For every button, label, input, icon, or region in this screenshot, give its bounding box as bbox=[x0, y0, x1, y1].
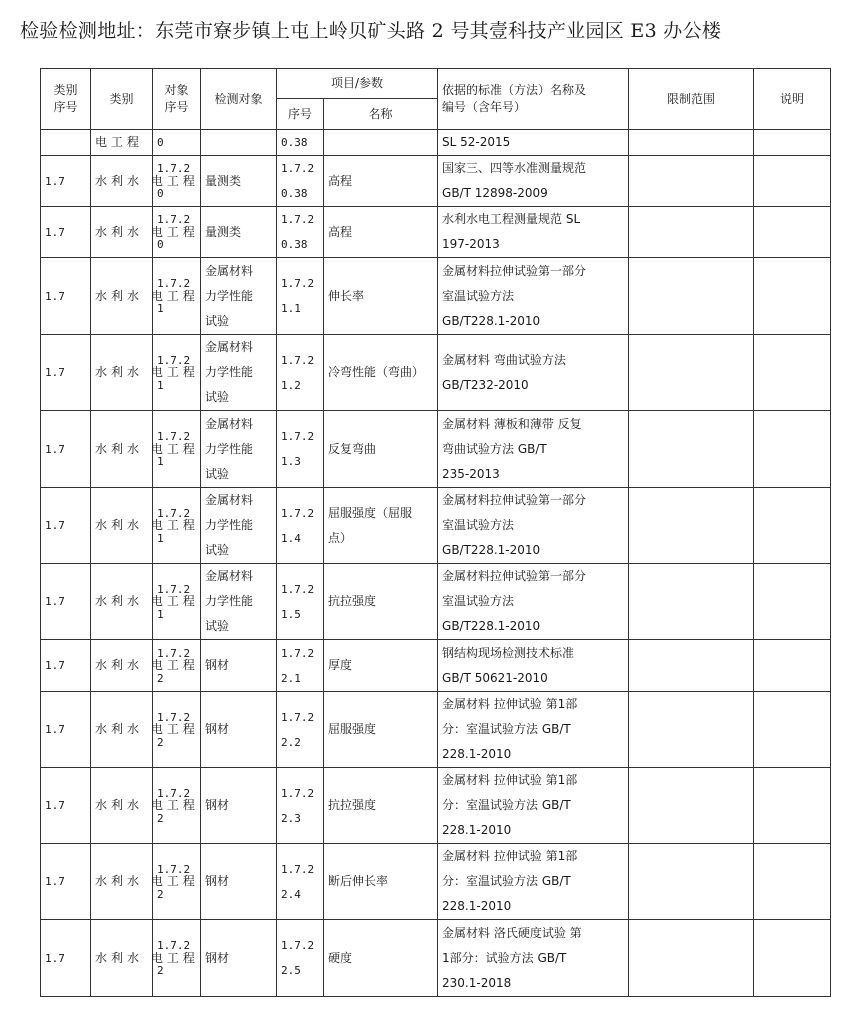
cell-category: 水利水 电工程 bbox=[91, 768, 153, 844]
cell-param-no: 0.38 bbox=[277, 130, 324, 156]
cell-object-no: 1.7.2 2 bbox=[153, 768, 201, 844]
cell-param-name: 厚度 bbox=[324, 640, 438, 692]
table-row bbox=[41, 920, 831, 997]
cell-test-object: 金属材料 力学性能 试验 bbox=[201, 488, 277, 564]
cell-limit-range bbox=[629, 564, 754, 640]
cell-category-no: 1.7 bbox=[41, 920, 91, 997]
cell-object-no: 0 bbox=[153, 130, 201, 156]
cell-note bbox=[754, 640, 831, 692]
col-header-param-name: 名称 bbox=[324, 99, 438, 130]
table-row bbox=[41, 640, 831, 692]
cell-category: 水利水 电工程 bbox=[91, 207, 153, 258]
cell-object-no: 1.7.2 0 bbox=[153, 207, 201, 258]
cell-category-no: 1.7 bbox=[41, 564, 91, 640]
cell-category-no: 1.7 bbox=[41, 488, 91, 564]
table-row bbox=[41, 692, 831, 768]
table-row bbox=[41, 335, 831, 411]
cell-test-object: 量测类 bbox=[201, 156, 277, 207]
cell-param-no: 1.7.2 1.5 bbox=[277, 564, 324, 640]
cell-category: 电工程 bbox=[91, 130, 153, 156]
cell-category-no: 1.7 bbox=[41, 692, 91, 768]
table-row bbox=[41, 258, 831, 335]
table-row bbox=[41, 564, 831, 640]
cell-note bbox=[754, 335, 831, 411]
cell-param-name: 屈服强度 bbox=[324, 692, 438, 768]
cell-standard: 水利水电工程测量规范 SL 197-2013 bbox=[438, 207, 629, 258]
cell-object-no: 1.7.2 1 bbox=[153, 411, 201, 488]
cell-limit-range bbox=[629, 844, 754, 920]
cell-standard: 金属材料 拉伸试验 第1部 分：室温试验方法 GB/T 228.1-2010 bbox=[438, 768, 629, 844]
cell-limit-range bbox=[629, 130, 754, 156]
cell-category-no: 1.7 bbox=[41, 844, 91, 920]
cell-limit-range bbox=[629, 207, 754, 258]
cell-standard: 金属材料 弯曲试验方法 GB/T232-2010 bbox=[438, 335, 629, 411]
col-header-category: 类别 bbox=[91, 69, 153, 130]
cell-param-no: 1.7.2 2.1 bbox=[277, 640, 324, 692]
table-row bbox=[41, 207, 831, 258]
cell-category-no: 1.7 bbox=[41, 207, 91, 258]
cell-limit-range bbox=[629, 640, 754, 692]
cell-limit-range bbox=[629, 488, 754, 564]
cell-category: 水利水 电工程 bbox=[91, 844, 153, 920]
cell-param-no: 1.7.2 2.2 bbox=[277, 692, 324, 768]
cell-param-no: 1.7.2 1.4 bbox=[277, 488, 324, 564]
cell-category: 水利水 电工程 bbox=[91, 692, 153, 768]
cell-test-object: 金属材料 力学性能 试验 bbox=[201, 258, 277, 335]
cell-object-no: 1.7.2 1 bbox=[153, 564, 201, 640]
cell-note bbox=[754, 130, 831, 156]
cell-category-no: 1.7 bbox=[41, 258, 91, 335]
table-row bbox=[41, 130, 831, 156]
cell-note bbox=[754, 156, 831, 207]
table-row bbox=[41, 844, 831, 920]
cell-category-no: 1.7 bbox=[41, 335, 91, 411]
cell-object-no: 1.7.2 2 bbox=[153, 640, 201, 692]
cell-category: 水利水 电工程 bbox=[91, 640, 153, 692]
cell-standard: 金属材料 洛氏硬度试验 第 1部分：试验方法 GB/T 230.1-2018 bbox=[438, 920, 629, 997]
cell-test-object: 钢材 bbox=[201, 844, 277, 920]
col-header-param-no: 序号 bbox=[277, 99, 324, 130]
cell-test-object: 量测类 bbox=[201, 207, 277, 258]
cell-test-object: 钢材 bbox=[201, 692, 277, 768]
table-row bbox=[41, 488, 831, 564]
cell-param-name: 断后伸长率 bbox=[324, 844, 438, 920]
cell-limit-range bbox=[629, 411, 754, 488]
cell-object-no: 1.7.2 0 bbox=[153, 156, 201, 207]
cell-category: 水利水 电工程 bbox=[91, 258, 153, 335]
table-row bbox=[41, 411, 831, 488]
cell-note bbox=[754, 207, 831, 258]
cell-standard: 国家三、四等水准测量规范 GB/T 12898-2009 bbox=[438, 156, 629, 207]
cell-category: 水利水 电工程 bbox=[91, 564, 153, 640]
cell-param-no: 1.7.2 1.2 bbox=[277, 335, 324, 411]
cell-param-name: 硬度 bbox=[324, 920, 438, 997]
cell-standard: 钢结构现场检测技术标准 GB/T 50621-2010 bbox=[438, 640, 629, 692]
cell-limit-range bbox=[629, 692, 754, 768]
cell-object-no: 1.7.2 1 bbox=[153, 258, 201, 335]
cell-category: 水利水 电工程 bbox=[91, 411, 153, 488]
cell-param-name: 抗拉强度 bbox=[324, 564, 438, 640]
cell-param-no: 1.7.2 2.4 bbox=[277, 844, 324, 920]
cell-param-no: 1.7.2 2.3 bbox=[277, 768, 324, 844]
cell-category-no bbox=[41, 130, 91, 156]
cell-param-name: 冷弯性能（弯曲） bbox=[324, 335, 438, 411]
cell-param-no: 1.7.2 1.1 bbox=[277, 258, 324, 335]
col-header-item-parameter: 项目/参数 bbox=[277, 69, 438, 99]
cell-test-object: 金属材料 力学性能 试验 bbox=[201, 411, 277, 488]
cell-category: 水利水 电工程 bbox=[91, 920, 153, 997]
cell-param-name: 伸长率 bbox=[324, 258, 438, 335]
col-header-category-no: 类别 序号 bbox=[41, 69, 91, 130]
cell-standard: 金属材料拉伸试验第一部分 室温试验方法 GB/T228.1-2010 bbox=[438, 488, 629, 564]
cell-param-no: 1.7.2 2.5 bbox=[277, 920, 324, 997]
cell-param-name: 抗拉强度 bbox=[324, 768, 438, 844]
cell-test-object: 钢材 bbox=[201, 920, 277, 997]
cell-limit-range bbox=[629, 335, 754, 411]
cell-note bbox=[754, 411, 831, 488]
cell-standard: SL 52-2015 bbox=[438, 130, 629, 156]
cell-param-no: 1.7.2 0.38 bbox=[277, 156, 324, 207]
cell-category-no: 1.7 bbox=[41, 768, 91, 844]
cell-note bbox=[754, 768, 831, 844]
cell-note bbox=[754, 692, 831, 768]
cell-limit-range bbox=[629, 920, 754, 997]
cell-limit-range bbox=[629, 258, 754, 335]
cell-category-no: 1.7 bbox=[41, 640, 91, 692]
cell-limit-range bbox=[629, 768, 754, 844]
accreditation-scope-table bbox=[40, 68, 831, 997]
cell-standard: 金属材料拉伸试验第一部分 室温试验方法 GB/T228.1-2010 bbox=[438, 564, 629, 640]
cell-note bbox=[754, 488, 831, 564]
cell-limit-range bbox=[629, 156, 754, 207]
cell-note bbox=[754, 258, 831, 335]
cell-category: 水利水 电工程 bbox=[91, 488, 153, 564]
cell-test-object: 金属材料 力学性能 试验 bbox=[201, 335, 277, 411]
cell-category: 水利水 电工程 bbox=[91, 156, 153, 207]
cell-category-no: 1.7 bbox=[41, 411, 91, 488]
col-header-note: 说明 bbox=[754, 69, 831, 130]
table-body bbox=[41, 130, 831, 997]
cell-object-no: 1.7.2 1 bbox=[153, 488, 201, 564]
cell-category-no: 1.7 bbox=[41, 156, 91, 207]
cell-standard: 金属材料拉伸试验第一部分 室温试验方法 GB/T228.1-2010 bbox=[438, 258, 629, 335]
cell-object-no: 1.7.2 2 bbox=[153, 920, 201, 997]
cell-param-no: 1.7.2 1.3 bbox=[277, 411, 324, 488]
cell-standard: 金属材料 拉伸试验 第1部 分：室温试验方法 GB/T 228.1-2010 bbox=[438, 844, 629, 920]
table-row bbox=[41, 156, 831, 207]
cell-test-object: 金属材料 力学性能 试验 bbox=[201, 564, 277, 640]
cell-object-no: 1.7.2 2 bbox=[153, 844, 201, 920]
col-header-test-object: 检测对象 bbox=[201, 69, 277, 130]
col-header-limit-range: 限制范围 bbox=[629, 69, 754, 130]
cell-param-name: 反复弯曲 bbox=[324, 411, 438, 488]
table-row bbox=[41, 768, 831, 844]
cell-object-no: 1.7.2 2 bbox=[153, 692, 201, 768]
cell-object-no: 1.7.2 1 bbox=[153, 335, 201, 411]
cell-category: 水利水 电工程 bbox=[91, 335, 153, 411]
cell-note bbox=[754, 844, 831, 920]
cell-note bbox=[754, 920, 831, 997]
cell-test-object: 钢材 bbox=[201, 768, 277, 844]
cell-param-name: 高程 bbox=[324, 156, 438, 207]
page-header-address: 检验检测地址：东莞市寮步镇上屯上岭贝矿头路 2 号其壹科技产业园区 E3 办公楼 bbox=[20, 20, 722, 42]
cell-note bbox=[754, 564, 831, 640]
cell-standard: 金属材料 拉伸试验 第1部 分：室温试验方法 GB/T 228.1-2010 bbox=[438, 692, 629, 768]
cell-test-object bbox=[201, 130, 277, 156]
cell-param-name bbox=[324, 130, 438, 156]
cell-test-object: 钢材 bbox=[201, 640, 277, 692]
cell-param-name: 高程 bbox=[324, 207, 438, 258]
cell-standard: 金属材料 薄板和薄带 反复 弯曲试验方法 GB/T 235-2013 bbox=[438, 411, 629, 488]
col-header-object-no: 对象 序号 bbox=[153, 69, 201, 130]
cell-param-name: 屈服强度（屈服 点） bbox=[324, 488, 438, 564]
cell-param-no: 1.7.2 0.38 bbox=[277, 207, 324, 258]
col-header-standard: 依据的标准（方法）名称及 编号（含年号） bbox=[438, 69, 629, 130]
